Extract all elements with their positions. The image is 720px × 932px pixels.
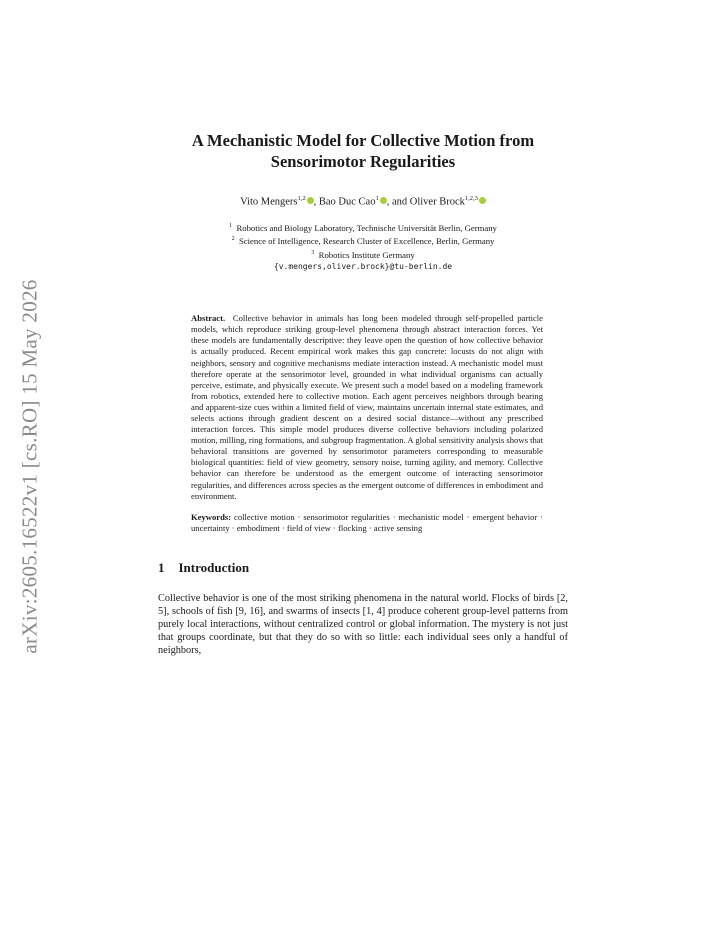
arxiv-side-stamp xyxy=(10,258,50,674)
affiliation-text: Science of Intelligence, Research Cluster of Excellence, Berlin, Germany xyxy=(238,236,495,247)
introduction-paragraph: Collective behavior is one of the most striking phenomena in the natural world. Flocks of birds [2, 5], schools of fish [9, 16], and swarms of insects [1, 4] produce coherent group-level patterns from purely local interactions, without centralized control or global information. The mystery is not just that groups coordinate, but that they do so with so little: each individual sees only a handful of neighbors, xyxy=(158,592,568,657)
section-number: 1 xyxy=(158,559,165,575)
author-name: Bao Duc Cao xyxy=(318,196,376,208)
author-name: Vito Mengers xyxy=(240,196,298,208)
author-separator: , xyxy=(313,196,319,208)
author-affil-sup: 1,2 xyxy=(297,195,306,202)
title-line-1: A Mechanistic Model for Collective Motion from xyxy=(191,131,535,150)
author-name: Oliver Brock xyxy=(409,196,465,208)
author-separator: , and xyxy=(386,196,410,208)
keywords-label: Keywords: xyxy=(191,511,232,522)
affiliation-sup: 3 xyxy=(311,250,315,257)
affiliation-sup: 2 xyxy=(231,236,235,243)
keywords xyxy=(191,512,543,534)
affiliation-line xyxy=(158,247,568,261)
section-heading-introduction xyxy=(158,560,568,576)
affiliations xyxy=(158,220,568,274)
affiliation-text: Robotics Institute Germany xyxy=(318,250,415,261)
abstract-label: Abstract. xyxy=(191,313,226,324)
author-affil-sup: 1,2,3 xyxy=(464,195,478,202)
paper-page xyxy=(158,130,568,668)
author-affil-sup: 1 xyxy=(375,195,379,202)
affiliation-text: Robotics and Biology Laboratory, Technische Universität Berlin, Germany xyxy=(236,222,497,233)
affiliation-line xyxy=(158,233,568,247)
affiliation-sup: 1 xyxy=(229,222,233,229)
section-title: Introduction xyxy=(178,559,250,575)
abstract xyxy=(191,313,543,502)
orcid-icon[interactable] xyxy=(479,197,486,204)
title-line-2: Sensorimotor Regularities xyxy=(270,152,456,171)
paper-title xyxy=(158,130,568,172)
abstract-text: Collective behavior in animals has long been modeled through self-propelled particle models, which reproduce striking group-level phenomena through abstract interaction forces. Yet these models are fundamentally descriptive: they leave open the question of how collective behavior is actually produced. Recent empirical work makes this gap concrete: locusts do not align with neighbors, sensory and cognitive mechanisms mediate interaction instead. A mechanistic model must therefore operate at the sensorimotor level, grounded in what individual organisms can actually perceive, estimate, and physically execute. We present such a model based on a modeling framework from robotics, extended here to collective motion. Each agent perceives neighbors through bearing and apparent-size cues within a limited field of view, maintains uncertain internal state estimates, and selects actions through gradient descent on a desired social distance—without any prescribed interaction forces. This simple model produces diverse collective behaviors including polarized motion, milling, ring formations, and subgroup fragmentation. A global sensitivity analysis shows that behavioral transitions are governed by sensorimotor parameters corresponding to measurable biological quantities: field of view geometry, sensory noise, turning agility, and memory. Collective behavior can therefore be understood as the emergent outcome of interacting sensorimotor regularities, and differences across species as the emergent outcome of differences in embodiment and environment. xyxy=(191,313,543,501)
keywords-text: collective motion · sensorimotor regularities · mechanistic model · emergent behavior · uncertainty · embodiment · field of view · flocking · active sensing xyxy=(191,511,544,533)
author-list xyxy=(158,192,568,210)
affiliation-line xyxy=(158,220,568,234)
orcid-icon[interactable] xyxy=(307,197,314,204)
arxiv-identifier: arXiv:2605.16522v1 [cs.RO] 15 May 2026 xyxy=(17,278,42,654)
author-email[interactable]: {v.mengers,oliver.brock}@tu-berlin.de xyxy=(273,262,453,272)
orcid-icon[interactable] xyxy=(380,197,387,204)
